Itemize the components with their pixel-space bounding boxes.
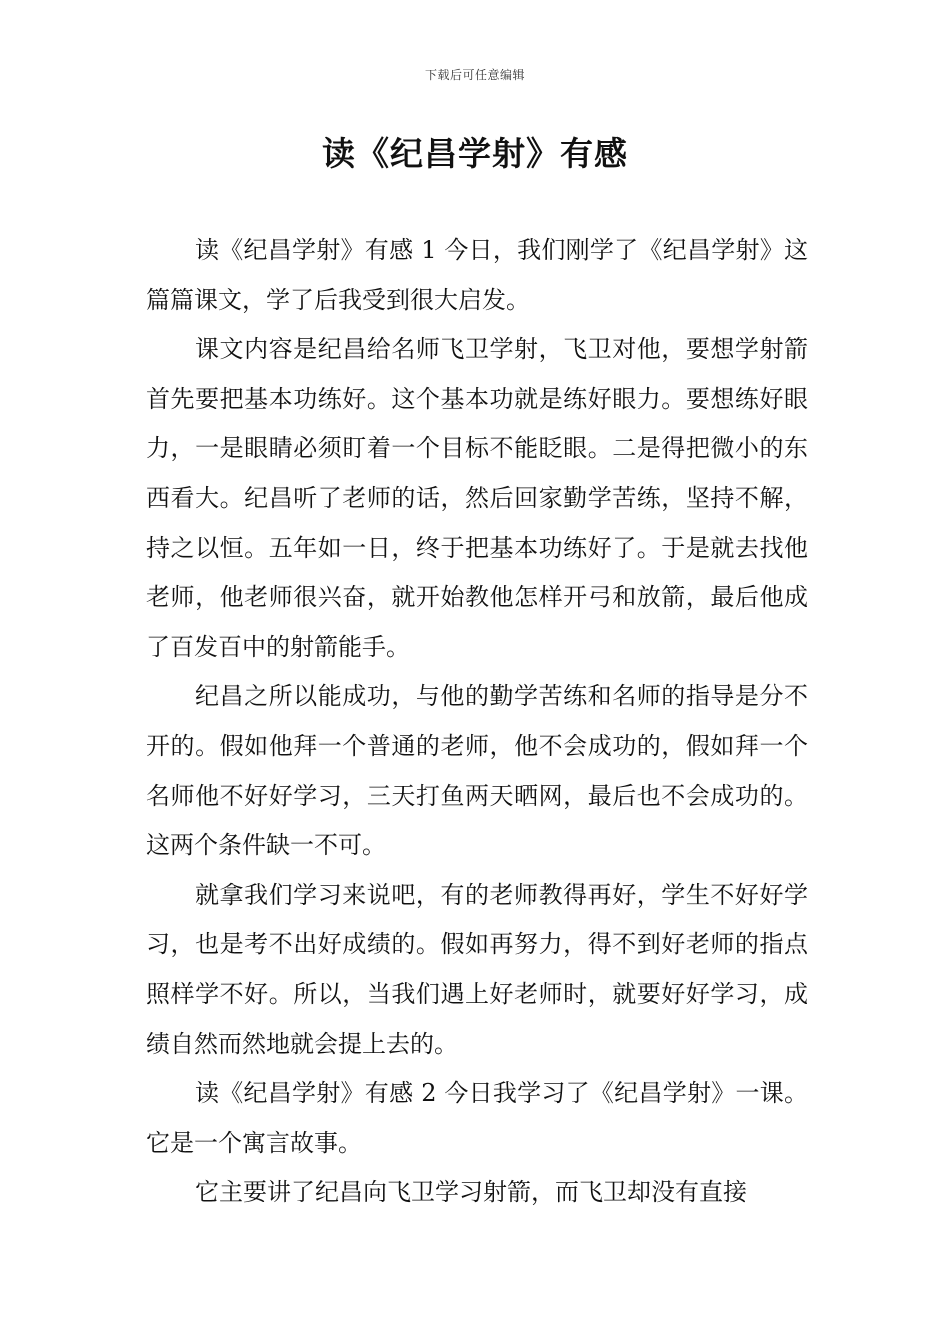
paragraph-1: 读《纪昌学射》有感 1 今日，我们刚学了《纪昌学射》这篇篇课文，学了后我受到很大启发。 — [146, 236, 808, 314]
document-title: 读《纪昌学射》有感 — [322, 134, 628, 173]
paragraph-2: 课文内容是纪昌给名师飞卫学射，飞卫对他，要想学射箭首先要把基本功练好。这个基本功就是练好眼力。要想练好眼力，一是眼睛必须盯着一个目标不能眨眼。二是得把微小的东西看大。纪昌听了老师的话，然后回家勤学苦练，坚持不解，持之以恒。五年如一日，终于把基本功练好了。于是就去找他老师，他老师很兴奋，就开始教他怎样开弓和放箭，最后他成了百发百中的射箭能手。 — [146, 335, 808, 661]
paragraph-3: 纪昌之所以能成功，与他的勤学苦练和名师的指导是分不开的。假如他拜一个普通的老师，他不会成功的，假如拜一个名师他不好好学习，三天打鱼两天晒网，最后也不会成功的。这两个条件缺一不可。 — [146, 682, 808, 860]
paragraph-6: 它主要讲了纪昌向飞卫学习射箭，而飞卫却没有直接 — [195, 1178, 747, 1207]
document-body — [146, 226, 808, 1218]
paragraph-4: 就拿我们学习来说吧，有的老师教得再好，学生不好好学习，也是考不出好成绩的。假如再努力，得不到好老师的指点照样学不好。所以，当我们遇上好老师时，就要好好学习，成绩自然而然地就会提上去的。 — [146, 880, 808, 1058]
paragraph-5: 读《纪昌学射》有感 2 今日我学习了《纪昌学射》一课。它是一个寓言故事。 — [146, 1079, 808, 1157]
header-note: 下载后可任意编辑 — [424, 68, 525, 82]
